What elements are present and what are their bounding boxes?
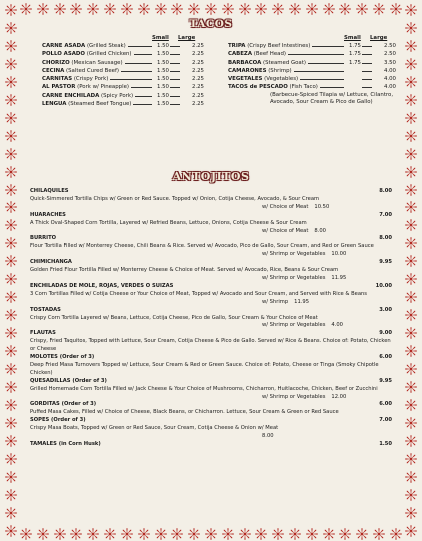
menu-item-name: CHIMICHANGA — [30, 259, 72, 266]
antojitos-list — [24, 188, 398, 449]
option-label: w/ Shrimp or Vegetables — [262, 251, 326, 258]
price-separator — [362, 63, 372, 64]
menu-item-option — [30, 394, 394, 402]
tacos-section — [24, 34, 398, 154]
menu-item-name: HUARACHES — [30, 211, 66, 218]
large-price: 2.50 — [383, 43, 396, 49]
menu-item-name: MOLOTES (Order of 3) — [30, 354, 95, 361]
taco-row — [42, 75, 204, 83]
taco-row — [228, 67, 396, 75]
star-icon — [5, 148, 17, 160]
star-icon — [405, 399, 417, 411]
taco-row — [228, 83, 396, 91]
large-price: 2.25 — [191, 101, 204, 108]
price-separator — [170, 46, 180, 47]
menu-item-header — [30, 259, 394, 267]
star-icon — [5, 94, 17, 106]
star-icon — [405, 255, 417, 267]
fish-taco-note-1: (Barbecue-Spiced Tilapia w/ Lettuce, Cilantro, — [270, 91, 394, 98]
star-icon — [405, 471, 417, 483]
option-price: 10.50 — [314, 203, 330, 210]
large-price: 4.00 — [383, 67, 396, 74]
tacos-title: TACOS — [189, 18, 233, 30]
taco-description: (Steamed Goat) — [263, 59, 306, 66]
menu-item-option — [30, 251, 394, 259]
star-icon — [5, 201, 17, 213]
dot-leader — [294, 71, 344, 72]
taco-name: CECINA — [42, 67, 65, 74]
menu-item-name: FLAUTAS — [30, 330, 56, 337]
taco-row — [228, 59, 396, 67]
taco-description: (Grilled Chicken) — [86, 51, 132, 58]
taco-name: CARNE ASADA — [42, 43, 86, 49]
menu-item-price: 9.00 — [379, 330, 392, 337]
dot-leader — [308, 63, 344, 64]
option-label: w/ Choice of Meat — [262, 227, 309, 234]
star-icon — [405, 166, 417, 178]
star-icon — [5, 417, 17, 429]
dot-leader — [312, 46, 344, 47]
small-price: 1.75 — [348, 59, 361, 66]
option-label: w/ Shrimp or Vegetables — [262, 274, 326, 281]
large-price: 3.50 — [383, 59, 396, 66]
star-icon — [405, 291, 417, 303]
dot-leader — [121, 71, 152, 72]
menu-item-header — [30, 354, 394, 362]
taco-description: (Grilled Steak) — [86, 43, 126, 49]
taco-name: CABEZA — [228, 51, 252, 58]
star-icon — [5, 489, 17, 501]
star-icon — [5, 237, 17, 249]
option-label: w/ Choice of Meat — [262, 203, 309, 210]
small-price: 1.50 — [156, 67, 169, 74]
price-separator — [362, 79, 372, 80]
price-separator — [170, 71, 180, 72]
star-icon — [5, 399, 17, 411]
menu-item-header — [30, 417, 394, 425]
star-icon — [5, 4, 17, 16]
star-icon — [5, 453, 17, 465]
taco-name: TRIPA — [228, 43, 246, 49]
taco-row — [228, 75, 396, 83]
large-header: Large — [178, 35, 196, 41]
tacos-left-column — [42, 34, 204, 108]
option-price: 8.00 — [262, 433, 274, 440]
option-price: 4.00 — [331, 322, 343, 329]
star-icon — [5, 507, 17, 519]
star-icon — [405, 22, 417, 34]
star-icon — [405, 40, 417, 52]
star-icon — [405, 489, 417, 501]
large-price: 2.25 — [191, 43, 204, 49]
small-header: Small — [152, 35, 169, 41]
menu-item-header — [30, 307, 394, 315]
menu-item — [30, 259, 394, 283]
price-separator — [362, 87, 372, 88]
large-price: 2.25 — [191, 76, 204, 83]
star-icon — [405, 327, 417, 339]
star-icon — [405, 453, 417, 465]
star-icon — [405, 201, 417, 213]
dot-leader — [135, 96, 152, 97]
menu-item-name: BURRITO — [30, 235, 57, 242]
dot-leader — [125, 63, 152, 64]
menu-item — [30, 378, 394, 402]
taco-name: TACOS de PESCADO — [228, 84, 288, 91]
taco-name: LENGUA — [42, 101, 67, 108]
menu-item-header — [30, 441, 394, 449]
dot-leader — [134, 54, 152, 55]
taco-name: AL PASTOR — [42, 84, 76, 91]
menu-item-header — [30, 401, 394, 409]
menu-item-price: 6.00 — [379, 354, 392, 361]
star-icon — [5, 345, 17, 357]
small-price: 1.50 — [156, 92, 169, 99]
menu-item-option — [30, 433, 394, 441]
option-price: 8.00 — [314, 227, 326, 234]
star-icon — [405, 94, 417, 106]
menu-item-name: TOSTADAS — [30, 306, 61, 313]
menu-item-price: 7.00 — [379, 417, 392, 424]
star-icon — [405, 237, 417, 249]
price-separator — [362, 54, 372, 55]
tacos-right-header — [228, 34, 396, 42]
menu-item-name: CHILAQUILES — [30, 188, 69, 194]
star-icon — [405, 219, 417, 231]
large-price: 2.25 — [191, 51, 204, 58]
price-separator — [170, 54, 180, 55]
star-icon — [5, 273, 17, 285]
menu-item-description: Crispy, Fried Taquitos, Topped with Lettuce, Sour Cream, Cotija Cheese & Pico de Gallo. Served w/ Rice & Beans. Choice of: Potato, Chicken or Cheese — [30, 338, 391, 353]
taco-row — [42, 67, 204, 75]
menu-item-header — [30, 378, 394, 386]
taco-row — [42, 83, 204, 91]
star-icon — [405, 4, 417, 16]
star-icon — [5, 219, 17, 231]
taco-description: (Pork w/ Pineapple) — [77, 84, 130, 91]
taco-name: CARNE ENCHILADA — [42, 92, 100, 99]
menu-item-header — [30, 188, 394, 196]
star-icon — [5, 525, 17, 537]
option-label: w/ Shrimp — [262, 298, 289, 305]
right-border — [402, 0, 420, 541]
small-price: 1.75 — [348, 51, 361, 58]
price-separator — [170, 87, 180, 88]
price-separator — [170, 96, 180, 97]
star-icon — [5, 166, 17, 178]
menu-item-header — [30, 212, 394, 220]
menu-item-option — [30, 228, 394, 236]
menu-item-price: 6.00 — [379, 401, 392, 408]
menu-item-name: ENCHILADAS DE MOLE, ROJAS, VERDES O SUIZAS — [30, 282, 174, 289]
small-price: 1.50 — [156, 59, 169, 66]
large-price: 4.00 — [383, 76, 396, 83]
small-price: 1.50 — [156, 43, 169, 49]
taco-name: VEGETALES — [228, 76, 263, 83]
taco-row — [42, 100, 204, 108]
star-icon — [405, 525, 417, 537]
star-icon — [405, 58, 417, 70]
menu-item-price: 8.00 — [379, 188, 392, 194]
menu-item-option — [30, 299, 394, 307]
taco-description: (Fish Taco) — [289, 84, 318, 91]
dot-leader — [320, 87, 344, 88]
menu-item — [30, 401, 394, 417]
star-icon — [405, 435, 417, 447]
star-icon — [5, 22, 17, 34]
small-price: 1.50 — [156, 84, 169, 91]
star-icon — [405, 184, 417, 196]
price-separator — [170, 63, 180, 64]
menu-item-description: Puffed Masa Cakes, Filled w/ Choice of Cheese, Black Beans, or Chicharron. Lettuce, Sour Cream & Green or Red Sauce — [30, 409, 339, 416]
taco-row — [228, 50, 396, 58]
star-icon — [405, 363, 417, 375]
star-icon — [405, 507, 417, 519]
star-icon — [5, 76, 17, 88]
price-separator — [362, 71, 372, 72]
menu-item-price: 1.50 — [379, 441, 392, 447]
large-price: 2.25 — [191, 67, 204, 74]
menu-item — [30, 330, 394, 354]
antojitos-title: ANTOJITOS — [172, 170, 250, 183]
price-separator — [170, 79, 180, 80]
taco-row — [42, 92, 204, 100]
menu-item-price: 10.00 — [375, 282, 392, 289]
taco-name: CAMARONES — [228, 67, 267, 74]
taco-row — [42, 59, 204, 67]
menu-item-header — [30, 330, 394, 338]
star-icon — [405, 112, 417, 124]
star-icon — [5, 184, 17, 196]
price-separator — [170, 104, 180, 105]
menu-item-description: Golden Fried Flour Tortilla Filled w/ Monterrey Cheese & Choice of Meat. Served w/ Avocado, Rice, Beans & Sour Cream — [30, 267, 339, 274]
menu-item-price: 3.00 — [379, 306, 392, 313]
taco-description: (Shrimp) — [268, 67, 292, 74]
menu-item-description: Crispy Masa Boats, Topped w/ Green or Red Sauce, Sour Cream, Cotija Cheese & Onion w/ Meat — [30, 425, 279, 432]
option-price: 11.95 — [331, 274, 347, 281]
taco-description: (Vegetables) — [264, 76, 299, 83]
star-icon — [405, 381, 417, 393]
menu-item — [30, 212, 394, 236]
left-border — [2, 0, 20, 541]
menu-item — [30, 441, 394, 449]
taco-description: (Salted Cured Beef) — [66, 67, 119, 74]
small-price: 1.50 — [156, 101, 169, 108]
taco-name: BARBACOA — [228, 59, 262, 66]
star-icon — [405, 309, 417, 321]
taco-description: (Spicy Pork) — [101, 92, 134, 99]
tacos-right-column — [228, 34, 396, 107]
taco-description: (Crispy Pork) — [73, 76, 109, 83]
taco-name: CARNITAS — [42, 76, 73, 83]
menu-item-name: SOPES (Order of 3) — [30, 417, 86, 424]
menu-item-description: Crispy Corn Tortilla Layered w/ Beans, Lettuce, Cotija Cheese, Pico de Gallo, Sour Cream & Your Choice of Meat — [30, 314, 318, 321]
small-header: Small — [344, 35, 361, 41]
dot-leader — [133, 104, 152, 105]
dot-leader — [110, 79, 152, 80]
large-header: Large — [370, 35, 388, 41]
menu-item-option — [30, 204, 394, 212]
large-price: 2.50 — [383, 51, 396, 58]
menu-item-description: Grilled Homemade Corn Tortilla Filled w/ Jack Cheese & Your Choice of Mushrooms, Chicharron, Huitlacoche, Chicken, Beef or Zucchini — [30, 385, 378, 392]
fish-taco-note-2: Avocado, Sour Cream & Pico de Gallo) — [270, 99, 373, 106]
option-price: 12.00 — [331, 393, 347, 400]
menu-item-description: A Thick Oval-Shaped Corn Tortilla, Layered w/ Refried Beans, Lettuce, Onions, Cotija Cheese & Sour Cream — [30, 219, 307, 226]
star-icon — [405, 76, 417, 88]
small-price: 1.50 — [156, 76, 169, 83]
star-icon — [405, 345, 417, 357]
menu-item — [30, 235, 394, 259]
dot-leader — [128, 46, 152, 47]
option-price: 10.00 — [331, 251, 347, 258]
price-separator — [362, 46, 372, 47]
taco-description: (Mexican Sausage) — [71, 59, 123, 66]
dot-leader — [131, 87, 152, 88]
dot-leader — [300, 79, 344, 80]
menu-item-price: 7.00 — [379, 211, 392, 218]
star-icon — [5, 112, 17, 124]
menu-item-name: GORDITAS (Order of 3) — [30, 401, 97, 408]
small-price: 1.75 — [348, 43, 361, 49]
dot-leader — [288, 54, 344, 55]
star-icon — [5, 363, 17, 375]
large-price: 2.25 — [191, 84, 204, 91]
small-price: 1.50 — [156, 51, 169, 58]
taco-description: (Crispy Beef Intestines) — [247, 43, 311, 49]
star-icon — [405, 417, 417, 429]
menu-item — [30, 307, 394, 331]
menu-item-price: 8.00 — [379, 235, 392, 242]
menu-item-header — [30, 235, 394, 243]
menu-item-price: 9.95 — [379, 377, 392, 384]
taco-row — [42, 42, 204, 50]
menu-page — [24, 14, 398, 535]
taco-description: (Steamed Beef Tongue) — [68, 101, 132, 108]
large-price: 4.00 — [383, 84, 396, 91]
menu-item — [30, 417, 394, 441]
taco-description: (Beef Head) — [253, 51, 286, 58]
menu-item-header — [30, 283, 394, 291]
menu-item — [30, 283, 394, 307]
menu-item-description: Deep Fried Masa Turnovers Topped w/ Lettuce, Sour Cream & Red or Green Sauce. Choice of: Potato, Cheese or Tinga (Smoky Chipotle Chicken) — [30, 361, 379, 376]
taco-row — [42, 50, 204, 58]
star-icon — [5, 327, 17, 339]
star-icon — [5, 471, 17, 483]
star-icon — [5, 435, 17, 447]
option-price: 11.95 — [294, 298, 309, 305]
tacos-left-header — [42, 34, 204, 42]
star-icon — [405, 130, 417, 142]
star-icon — [5, 309, 17, 321]
menu-item — [30, 354, 394, 378]
menu-item-price: 9.95 — [379, 259, 392, 266]
option-label: w/ Shrimp or Vegetables — [262, 393, 326, 400]
menu-item-description: 3 Corn Tortillas Filled w/ Cotija Cheese or Your Choice of Meat, Topped w/ Avocado and Sour Cream, and Served with Rice & Beans — [30, 290, 367, 297]
menu-item-name: TAMALES (in Corn Husk) — [30, 441, 101, 447]
large-price: 2.25 — [191, 59, 204, 66]
menu-item — [30, 188, 394, 212]
star-icon — [405, 148, 417, 160]
menu-item-option — [30, 322, 394, 330]
star-icon — [405, 273, 417, 285]
taco-name: CHORIZO — [42, 59, 70, 66]
star-icon — [5, 40, 17, 52]
option-label: w/ Shrimp or Vegetables — [262, 322, 326, 329]
menu-item-option — [30, 275, 394, 283]
star-icon — [5, 130, 17, 142]
star-icon — [5, 381, 17, 393]
menu-item-description: Quick-Simmered Tortilla Chips w/ Green or Red Sauce. Topped w/ Onion, Cotija Cheese, Avocado, & Sour Cream — [30, 195, 320, 202]
menu-item-description: Flour Tortilla Filled w/ Monterrey Cheese, Chili Beans & Rice. Served w/ Avocado, Pico de Gallo, Sour Cream, and Red or Green Sauce — [30, 243, 374, 250]
star-icon — [5, 291, 17, 303]
star-icon — [5, 58, 17, 70]
taco-row — [228, 42, 396, 50]
menu-item-name: QUESADILLAS (Order of 3) — [30, 377, 107, 384]
star-icon — [5, 255, 17, 267]
large-price: 2.25 — [191, 92, 204, 99]
taco-name: POLLO ASADO — [42, 51, 85, 58]
